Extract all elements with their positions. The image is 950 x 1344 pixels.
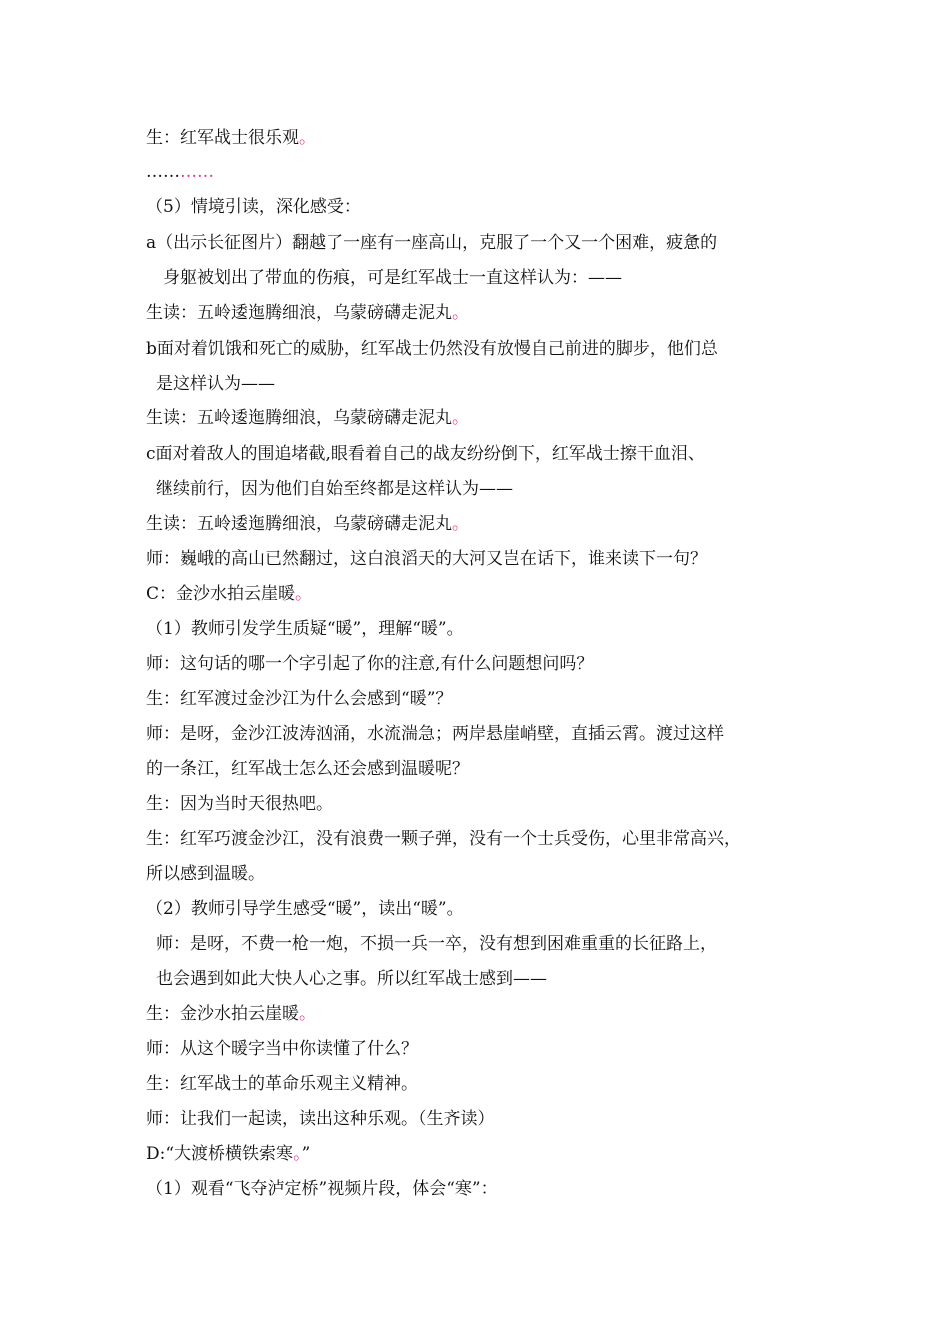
line-text: 生读：五岭逶迤腾细浪，乌蒙磅礴走泥丸 bbox=[146, 514, 452, 534]
text-line bbox=[146, 792, 333, 816]
text-line bbox=[146, 1002, 316, 1026]
text-line bbox=[146, 512, 469, 536]
line-text: 师：是呀，不费一枪一炮，不损一兵一卒，没有想到困难重重的长征路上， bbox=[156, 934, 717, 954]
text-line bbox=[146, 757, 469, 781]
line-text: c面对着敌人的围追堵截,眼看着自己的战友纷纷倒下，红军战士擦干血泪、 bbox=[146, 444, 705, 464]
line-text: 的一条江，红军战士怎么还会感到温暖呢？ bbox=[146, 759, 469, 779]
text-line bbox=[146, 862, 265, 886]
line-text: （1）观看“飞夺泸定桥”视频片段，体会“寒”： bbox=[146, 1179, 498, 1199]
pink-mark: 。 bbox=[452, 303, 469, 323]
text-line bbox=[163, 266, 622, 290]
line-text: 师：从这个暖字当中你读懂了什么？ bbox=[146, 1039, 418, 1059]
text-line bbox=[146, 1142, 310, 1166]
line-text: 师：让我们一起读，读出这种乐观。（生齐读） bbox=[146, 1109, 495, 1129]
pink-mark: 。 bbox=[452, 514, 469, 534]
text-line bbox=[156, 932, 717, 956]
pink-mark: 。 bbox=[293, 1144, 302, 1164]
line-text: 生：红军渡过金沙江为什么会感到“暖”？ bbox=[146, 689, 453, 709]
text-line bbox=[146, 337, 718, 361]
text-line bbox=[146, 301, 469, 325]
text-line bbox=[146, 442, 705, 466]
pink-mark: 。 bbox=[295, 584, 313, 604]
line-text: …… bbox=[146, 162, 180, 182]
text-line bbox=[146, 1037, 418, 1061]
line-text: 生读：五岭逶迤腾细浪，乌蒙磅礴走泥丸 bbox=[146, 303, 452, 323]
text-line bbox=[146, 231, 717, 255]
line-text: 生：红军战士很乐观 bbox=[146, 128, 299, 148]
pink-mark: 。 bbox=[452, 408, 469, 428]
line-text: （5）情境引读，深化感受： bbox=[146, 197, 361, 217]
ellipsis-line bbox=[146, 160, 214, 184]
text-line bbox=[146, 652, 593, 676]
text-line bbox=[146, 687, 452, 711]
text-line bbox=[146, 897, 464, 921]
text-line bbox=[146, 126, 316, 150]
line-text: 也会遇到如此大快人心之事。所以红军战士感到—— bbox=[156, 969, 547, 989]
text-line bbox=[156, 477, 513, 501]
text-line bbox=[146, 547, 707, 571]
text-line bbox=[146, 1177, 498, 1201]
text-line bbox=[146, 827, 741, 851]
line-text: 生：红军巧渡金沙江，没有浪费一颗子弹，没有一个士兵受伤，心里非常高兴， bbox=[146, 829, 741, 849]
line-text: C：金沙水拍云崖暖 bbox=[146, 584, 296, 604]
line-text: 师：这句话的哪一个字引起了你的注意,有什么问题想问吗？ bbox=[146, 654, 594, 674]
line-text: 师：是呀，金沙江波涛汹涌，水流湍急；两岸悬崖峭壁，直插云霄。渡过这样 bbox=[146, 724, 724, 744]
line-text: 生：红军战士的革命乐观主义精神。 bbox=[146, 1074, 418, 1094]
line-text: 师：巍峨的高山已然翻过，这白浪滔天的大河又岂在话下，谁来读下一句？ bbox=[146, 549, 707, 569]
line-text: （2）教师引导学生感受“暖”，读出“暖”。 bbox=[146, 899, 464, 919]
text-line bbox=[156, 967, 547, 991]
section-heading bbox=[146, 195, 361, 219]
text-line bbox=[146, 582, 312, 606]
text-line bbox=[146, 1072, 418, 1096]
text-line bbox=[146, 406, 469, 430]
text-line bbox=[146, 1107, 495, 1131]
pink-mark: …… bbox=[180, 162, 214, 182]
line-text: a（出示长征图片）翻越了一座有一座高山，克服了一个又一个困难，疲惫的 bbox=[146, 233, 718, 253]
line-text: 是这样认为—— bbox=[156, 374, 275, 394]
text-line bbox=[146, 722, 724, 746]
text-line bbox=[146, 617, 464, 641]
line-tail: ” bbox=[301, 1144, 311, 1164]
line-text: 继续前行，因为他们自始至终都是这样认为—— bbox=[156, 479, 513, 499]
line-text: b面对着饥饿和死亡的威胁，红军战士仍然没有放慢自己前进的脚步，他们总 bbox=[146, 339, 718, 359]
text-line bbox=[156, 372, 275, 396]
line-text: 所以感到温暖。 bbox=[146, 864, 265, 884]
line-text: D:“大渡桥横铁索寒 bbox=[146, 1144, 294, 1164]
line-text: 身躯被划出了带血的伤痕，可是红军战士一直这样认为：—— bbox=[163, 268, 622, 288]
line-text: 生：因为当时天很热吧。 bbox=[146, 794, 333, 814]
line-text: 生读：五岭逶迤腾细浪，乌蒙磅礴走泥丸 bbox=[146, 408, 452, 428]
line-text: （1）教师引发学生质疑“暖”，理解“暖”。 bbox=[146, 619, 464, 639]
pink-mark: 。 bbox=[299, 1004, 316, 1024]
pink-mark: 。 bbox=[299, 128, 316, 148]
line-text: 生：金沙水拍云崖暖 bbox=[146, 1004, 299, 1024]
